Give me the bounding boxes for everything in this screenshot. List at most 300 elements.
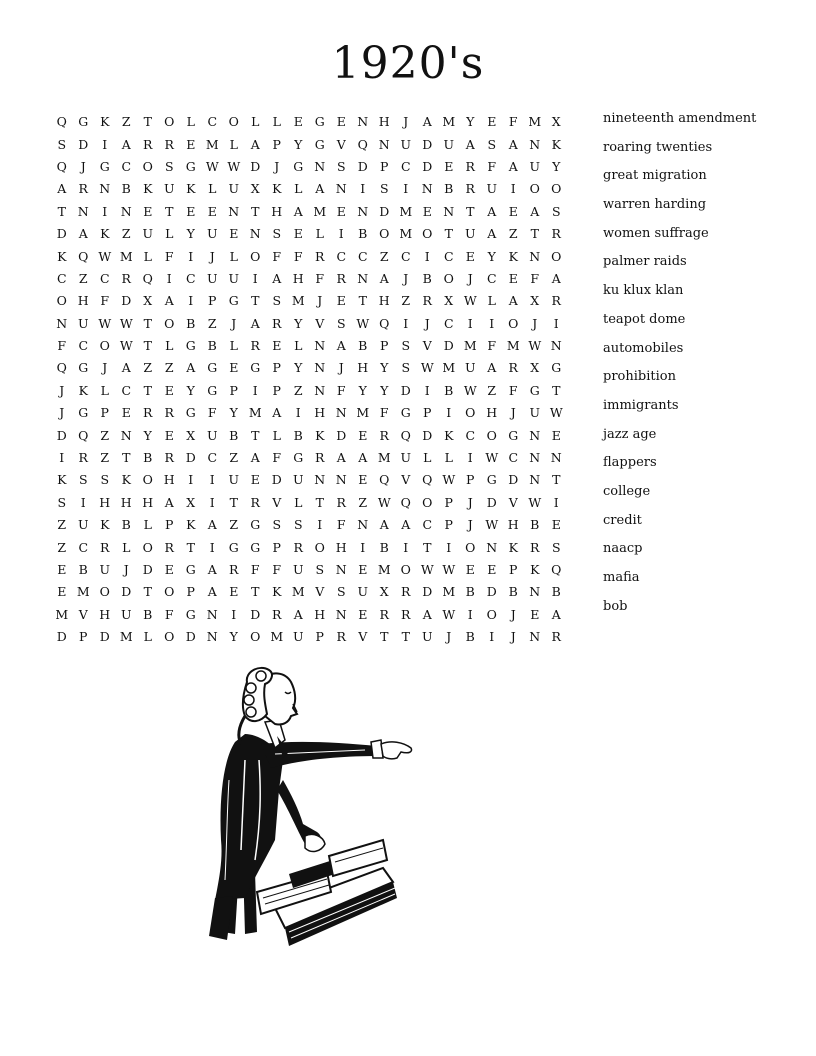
grid-letter: F	[207, 405, 217, 421]
grid-letter: L	[165, 338, 174, 354]
grid-letter: U	[99, 562, 111, 577]
grid-letter: V	[272, 494, 282, 510]
grid-letter: M	[119, 248, 133, 264]
grid-letter: X	[250, 181, 260, 197]
grid-letter: D	[443, 338, 454, 354]
grid-letter: T	[552, 472, 561, 488]
grid-letter: H	[142, 494, 154, 510]
grid-letter: G	[250, 360, 261, 376]
grid-letter: H	[357, 360, 369, 376]
grid-letter: G	[250, 539, 261, 555]
grid-letter: X	[379, 584, 389, 600]
grid-letter: Q	[56, 360, 67, 376]
grid-letter: B	[121, 181, 131, 197]
grid-letter: X	[186, 494, 196, 510]
grid-letter: N	[206, 606, 218, 622]
grid-letter: L	[272, 114, 281, 130]
grid-letter: R	[143, 405, 153, 421]
grid-letter: N	[314, 338, 326, 354]
grid-letter: E	[422, 203, 432, 219]
grid-letter: W	[420, 562, 434, 577]
grid-letter: G	[228, 293, 239, 309]
grid-letter: P	[100, 405, 109, 421]
grid-letter: J	[59, 405, 65, 421]
grid-letter: I	[467, 315, 473, 331]
grid-letter: F	[272, 562, 282, 577]
grid-letter: C	[465, 427, 476, 443]
grid-letter: W	[463, 293, 477, 309]
grid-letter: K	[57, 248, 67, 264]
grid-letter: U	[206, 226, 218, 242]
grid-letter: E	[186, 136, 196, 152]
grid-letter: M	[119, 629, 133, 645]
grid-letter: K	[186, 517, 196, 533]
grid-letter: Q	[379, 472, 390, 488]
grid-letter: N	[357, 270, 369, 286]
grid-letter: E	[164, 382, 174, 398]
grid-letter: J	[231, 315, 237, 331]
grid-letter: A	[250, 136, 260, 152]
grid-letter: A	[207, 584, 217, 600]
grid-letter: E	[229, 226, 239, 242]
grid-letter: U	[529, 405, 541, 421]
grid-letter: C	[207, 114, 218, 130]
grid-letter: O	[164, 114, 175, 130]
grid-letter: D	[142, 562, 153, 577]
grid-letter: Y	[186, 382, 195, 398]
grid-letter: E	[272, 338, 282, 354]
grid-letter: R	[315, 450, 325, 466]
word-list-item: warren harding	[603, 197, 707, 213]
grid-letter: N	[529, 450, 541, 466]
grid-letter: H	[486, 405, 498, 421]
grid-letter: N	[56, 315, 68, 331]
grid-letter: N	[529, 629, 541, 645]
grid-letter: S	[379, 181, 389, 197]
grid-letter: C	[99, 270, 110, 286]
grid-letter: W	[442, 562, 456, 577]
grid-letter: N	[443, 203, 455, 219]
grid-letter: A	[164, 293, 174, 309]
grid-letter: O	[529, 181, 540, 197]
grid-letter: A	[508, 293, 518, 309]
grid-letter: L	[251, 114, 260, 130]
grid-letter: T	[165, 203, 174, 219]
grid-letter: C	[56, 270, 67, 286]
grid-letter: J	[317, 293, 323, 309]
grid-letter: I	[467, 606, 473, 622]
grid-letter: O	[142, 539, 153, 555]
grid-letter: A	[250, 315, 260, 331]
grid-letter: Y	[229, 629, 238, 645]
grid-letter: N	[228, 203, 240, 219]
grid-letter: L	[143, 517, 152, 533]
grid-letter: I	[446, 405, 452, 421]
grid-letter: L	[315, 226, 324, 242]
grid-row	[51, 268, 589, 290]
grid-letter: S	[57, 494, 67, 510]
grid-letter: L	[186, 114, 195, 130]
grid-letter: N	[529, 136, 541, 152]
grid-letter: R	[551, 226, 561, 242]
grid-letter: I	[166, 270, 172, 286]
grid-letter: F	[508, 114, 518, 130]
grid-letter: F	[336, 517, 346, 533]
grid-letter: U	[228, 270, 240, 286]
grid-letter: I	[317, 517, 323, 533]
grid-letter: E	[143, 203, 153, 219]
grid-letter: I	[252, 382, 258, 398]
grid-letter: U	[228, 472, 240, 488]
grid-letter: U	[529, 158, 541, 174]
grid-letter: Q	[400, 427, 411, 443]
grid-letter: R	[164, 450, 174, 466]
grid-letter: P	[165, 517, 174, 533]
grid-letter: C	[443, 248, 454, 264]
grid-letter: T	[251, 203, 260, 219]
grid-letter: U	[206, 270, 218, 286]
grid-letter: D	[379, 203, 390, 219]
grid-letter: R	[293, 539, 303, 555]
grid-letter: M	[377, 562, 391, 577]
word-list-item: women suffrage	[603, 225, 709, 241]
grid-letter: H	[314, 606, 326, 622]
grid-letter: E	[465, 562, 475, 577]
grid-letter: M	[205, 136, 219, 152]
grid-letter: N	[314, 360, 326, 376]
grid-letter: Z	[143, 360, 153, 376]
grid-letter: E	[229, 360, 239, 376]
grid-letter: B	[465, 584, 475, 600]
grid-letter: J	[403, 270, 409, 286]
grid-letter: R	[78, 450, 88, 466]
grid-letter: N	[335, 405, 347, 421]
grid-letter: Y	[380, 360, 389, 376]
grid-letter: H	[507, 517, 519, 533]
grid-letter: A	[315, 181, 325, 197]
grid-letter: S	[78, 472, 88, 488]
grid-letter: U	[228, 181, 240, 197]
grid-letter: O	[422, 494, 433, 510]
grid-letter: C	[486, 270, 497, 286]
grid-letter: I	[510, 181, 516, 197]
grid-letter: N	[378, 136, 390, 152]
grid-letter: W	[98, 248, 112, 264]
grid-letter: P	[272, 539, 281, 555]
grid-letter: R	[336, 270, 346, 286]
grid-letter: V	[401, 472, 411, 488]
grid-letter: T	[143, 114, 152, 130]
grid-letter: O	[164, 315, 175, 331]
grid-letter: P	[444, 517, 453, 533]
grid-letter: W	[420, 360, 434, 376]
grid-row	[51, 402, 589, 424]
grid-letter: W	[549, 405, 563, 421]
grid-letter: B	[143, 606, 153, 622]
grid-letter: G	[185, 562, 196, 577]
grid-letter: F	[487, 158, 497, 174]
grid-letter: T	[423, 539, 432, 555]
grid-letter: U	[163, 181, 175, 197]
grid-letter: Z	[164, 360, 174, 376]
grid-letter: N	[529, 584, 541, 600]
grid-letter: A	[186, 360, 196, 376]
grid-letter: G	[551, 360, 562, 376]
grid-letter: A	[336, 338, 346, 354]
grid-letter: E	[121, 405, 131, 421]
grid-letter: J	[510, 606, 516, 622]
grid-letter: R	[272, 315, 282, 331]
grid-letter: O	[486, 427, 497, 443]
word-list-item: mafia	[603, 570, 640, 585]
grid-letter: R	[164, 136, 174, 152]
grid-letter: S	[401, 360, 411, 376]
word-list-item: college	[603, 483, 651, 499]
grid-letter: K	[551, 136, 561, 152]
grid-row	[51, 178, 589, 200]
grid-letter: N	[314, 472, 326, 488]
grid-letter: E	[293, 114, 303, 130]
grid-letter: R	[551, 629, 561, 645]
grid-letter: O	[99, 584, 110, 600]
grid-letter: E	[229, 584, 239, 600]
grid-letter: O	[465, 405, 476, 421]
grid-letter: I	[231, 606, 237, 622]
grid-letter: Y	[380, 382, 389, 398]
grid-letter: R	[379, 427, 389, 443]
grid-letter: E	[508, 270, 518, 286]
grid-letter: D	[121, 293, 132, 309]
grid-letter: P	[380, 338, 389, 354]
grid-letter: W	[463, 382, 477, 398]
grid-letter: C	[422, 517, 433, 533]
grid-letter: Z	[78, 270, 88, 286]
grid-letter: E	[444, 158, 454, 174]
grid-letter: M	[270, 629, 284, 645]
grid-letter: D	[250, 606, 261, 622]
grid-letter: J	[274, 158, 280, 174]
word-list-item: naacp	[603, 541, 643, 557]
grid-letter: K	[272, 181, 282, 197]
grid-letter: M	[442, 114, 456, 130]
grid-letter: S	[100, 472, 110, 488]
grid-letter: J	[424, 315, 430, 331]
grid-letter: H	[378, 114, 390, 130]
word-list-item: automobiles	[603, 340, 684, 356]
grid-letter: E	[164, 562, 174, 577]
grid-row	[51, 335, 589, 357]
grid-letter: H	[99, 494, 111, 510]
grid-letter: I	[403, 315, 409, 331]
grid-row	[51, 111, 589, 133]
grid-letter: I	[188, 248, 194, 264]
grid-letter: E	[551, 517, 561, 533]
grid-letter: K	[78, 382, 88, 398]
grid-row	[51, 156, 589, 178]
grid-letter: S	[272, 226, 282, 242]
page-title: 1920's	[331, 38, 485, 89]
grid-letter: F	[487, 338, 497, 354]
grid-row	[51, 313, 589, 335]
grid-letter: C	[207, 450, 218, 466]
grid-letter: V	[315, 315, 325, 331]
grid-row	[51, 245, 589, 267]
grid-letter: D	[271, 472, 282, 488]
grid-letter: F	[57, 338, 67, 354]
grid-letter: R	[336, 494, 346, 510]
grid-letter: T	[251, 293, 260, 309]
grid-letter: I	[252, 270, 258, 286]
grid-row	[51, 357, 589, 379]
grid-letter: B	[530, 517, 540, 533]
grid-letter: A	[379, 270, 389, 286]
grid-letter: R	[100, 539, 110, 555]
grid-letter: B	[186, 315, 196, 331]
grid-letter: J	[532, 315, 538, 331]
grid-letter: Q	[78, 427, 89, 443]
grid-letter: R	[250, 338, 260, 354]
word-list-item: great migration	[603, 168, 707, 184]
grid-row	[51, 424, 589, 446]
grid-row	[51, 536, 589, 558]
grid-letter: M	[291, 293, 305, 309]
grid-letter: I	[338, 226, 344, 242]
grid-letter: A	[207, 517, 217, 533]
grid-letter: A	[379, 517, 389, 533]
word-list	[603, 108, 803, 624]
grid-letter: C	[357, 248, 368, 264]
grid-letter: U	[486, 181, 498, 197]
grid-letter: G	[207, 382, 218, 398]
grid-letter: L	[165, 226, 174, 242]
grid-letter: L	[294, 338, 303, 354]
grid-letter: H	[99, 606, 111, 622]
grid-letter: D	[486, 584, 497, 600]
grid-letter: V	[336, 136, 346, 152]
grid-letter: Y	[294, 136, 303, 152]
grid-letter: G	[78, 405, 89, 421]
grid-letter: N	[357, 114, 369, 130]
grid-letter: R	[551, 293, 561, 309]
grid-letter: L	[423, 450, 432, 466]
grid-letter: W	[485, 517, 499, 533]
grid-letter: T	[530, 226, 539, 242]
grid-letter: E	[336, 114, 346, 130]
grid-letter: I	[360, 539, 366, 555]
grid-letter: I	[209, 494, 215, 510]
grid-letter: A	[401, 517, 411, 533]
grid-letter: Z	[508, 226, 518, 242]
grid-letter: M	[399, 226, 413, 242]
grid-letter: S	[336, 315, 346, 331]
grid-letter: B	[379, 539, 389, 555]
grid-letter: S	[272, 293, 282, 309]
grid-letter: F	[315, 270, 325, 286]
grid-letter: S	[315, 562, 325, 577]
grid-letter: A	[164, 494, 174, 510]
grid-letter: N	[421, 181, 433, 197]
grid-letter: F	[379, 405, 389, 421]
grid-letter: W	[119, 338, 133, 354]
word-list-item: bob	[603, 598, 628, 614]
grid-letter: Q	[379, 315, 390, 331]
grid-letter: T	[143, 584, 152, 600]
grid-letter: S	[272, 517, 282, 533]
grid-letter: N	[486, 539, 498, 555]
grid-letter: R	[530, 539, 540, 555]
grid-letter: S	[57, 136, 67, 152]
word-list-item: prohibition	[603, 369, 676, 385]
grid-letter: F	[336, 382, 346, 398]
word-list-item: jazz age	[603, 426, 657, 442]
grid-letter: Y	[186, 226, 195, 242]
grid-letter: G	[185, 405, 196, 421]
grid-letter: Q	[56, 114, 67, 130]
grid-letter: L	[208, 181, 217, 197]
grid-letter: D	[56, 629, 67, 645]
grid-letter: O	[56, 293, 67, 309]
grid-letter: L	[444, 450, 453, 466]
grid-letter: D	[121, 584, 132, 600]
grid-letter: M	[528, 114, 542, 130]
grid-letter: L	[100, 382, 109, 398]
grid-letter: T	[466, 203, 475, 219]
grid-letter: B	[229, 427, 239, 443]
grid-letter: I	[424, 248, 430, 264]
grid-letter: U	[120, 606, 132, 622]
word-list-item: ku klux klan	[603, 283, 684, 299]
grid-letter: O	[142, 158, 153, 174]
grid-letter: D	[400, 382, 411, 398]
grid-letter: E	[487, 114, 497, 130]
grid-letter: E	[551, 427, 561, 443]
grid-letter: J	[403, 114, 409, 130]
grid-letter: A	[487, 360, 497, 376]
grid-letter: G	[228, 539, 239, 555]
grid-letter: J	[510, 405, 516, 421]
grid-letter: P	[315, 629, 324, 645]
grid-letter: O	[486, 606, 497, 622]
grid-letter: O	[551, 181, 562, 197]
grid-row	[51, 626, 589, 648]
grid-row	[51, 604, 589, 626]
grid-letter: W	[528, 494, 542, 510]
grid-letter: V	[78, 606, 88, 622]
grid-letter: H	[271, 203, 283, 219]
grid-letter: W	[119, 315, 133, 331]
grid-letter: Q	[78, 248, 89, 264]
grid-letter: Z	[100, 427, 110, 443]
grid-letter: Z	[358, 494, 368, 510]
grid-letter: H	[292, 270, 304, 286]
grid-letter: Q	[422, 472, 433, 488]
grid-letter: T	[251, 427, 260, 443]
grid-letter: I	[446, 539, 452, 555]
grid-letter: Z	[207, 315, 217, 331]
grid-letter: R	[164, 405, 174, 421]
grid-letter: S	[336, 584, 346, 600]
grid-letter: B	[143, 450, 153, 466]
grid-letter: R	[508, 360, 518, 376]
grid-letter: S	[336, 158, 346, 174]
grid-letter: K	[444, 427, 454, 443]
grid-letter: I	[553, 315, 559, 331]
grid-letter: T	[315, 494, 324, 510]
grid-letter: X	[530, 360, 540, 376]
grid-letter: M	[55, 606, 69, 622]
grid-letter: Q	[551, 562, 562, 577]
grid-letter: M	[506, 338, 520, 354]
